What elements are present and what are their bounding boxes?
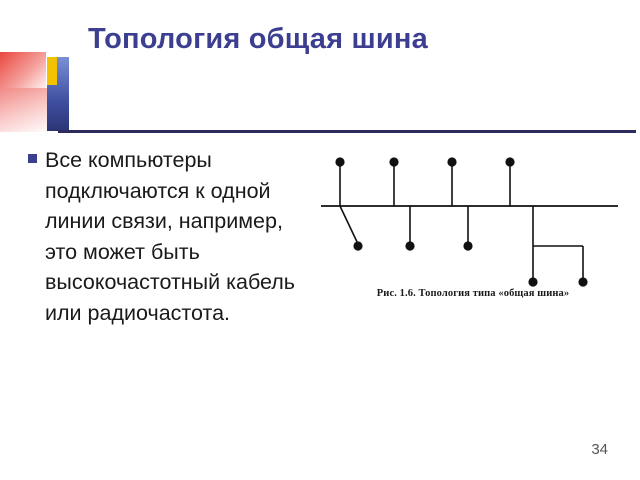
bullet-text: Все компьютеры подключаются к одной линии связи, например, это может быть высокочастотный кабель или радиочастота. [45,148,296,325]
node-bottom-1 [528,277,537,286]
title-divider [58,130,636,133]
bullet-item [28,145,318,328]
slide-title: Топология общая шина [88,23,428,55]
node-mid-1 [353,241,362,250]
node-top-2 [389,157,398,166]
decor-bar-yellow [47,57,57,85]
node-top-3 [447,157,456,166]
decorative-corner-blocks [0,52,110,134]
decor-bar-blue [47,57,69,131]
node-top-1 [335,157,344,166]
node-bottom-2 [578,277,587,286]
node-top-4 [505,157,514,166]
node-mid-2 [405,241,414,250]
decor-square-pink [0,88,52,132]
node-mid-3 [463,241,472,250]
decor-square-red [0,52,46,94]
slide-number: 34 [591,441,608,458]
bullet-marker-icon [28,154,37,163]
figure-caption: Рис. 1.6. Топология типа «общая шина» [376,288,570,299]
